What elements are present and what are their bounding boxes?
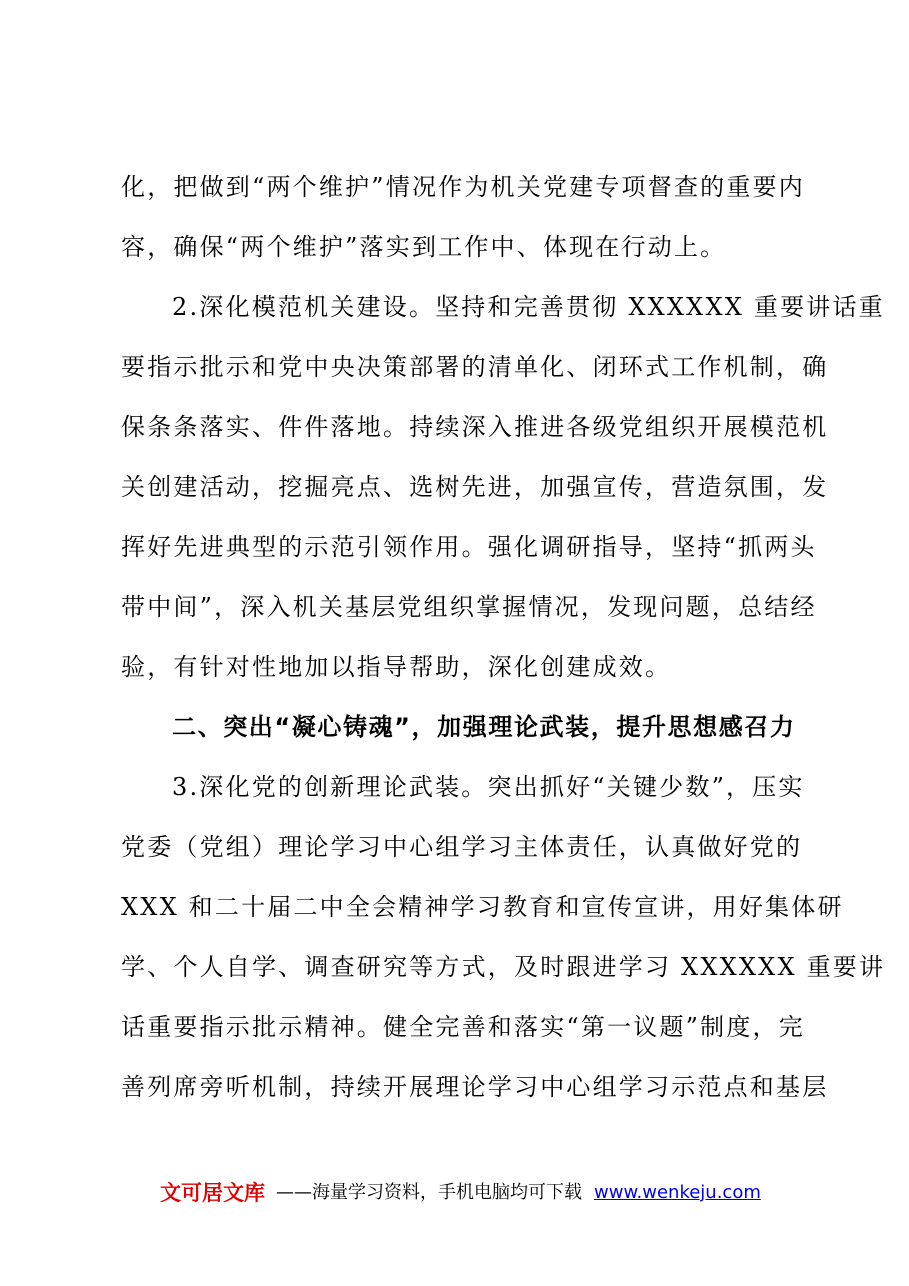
line-text: 3.深化党的创新理论武装。突出抓好“关键少数”，压实 (172, 773, 805, 801)
brand-name: 文可居文库 (160, 1181, 265, 1205)
line-text: 关创建活动，挖掘亮点、选树先进，加强宣传，营造氛围，发 (121, 473, 829, 501)
website-link[interactable]: www.wenkeju.com (594, 1182, 761, 1203)
line-text: 话重要指示批示精神。健全完善和落实“第一议题”制度，完 (121, 1013, 805, 1041)
footer-tagline: ——海量学习资料，手机电脑均可下载 (276, 1182, 582, 1203)
footer (0, 1178, 909, 1208)
line-text: 党委（党组）理论学习中心组学习主体责任，认真做好党的 (121, 833, 803, 861)
line-text: 容，确保“两个维护”落实到工作中、体现在行动上。 (121, 233, 727, 261)
line-text: XXX 和二十届二中全会精神学习教育和宣传宣讲，用好集体研 (121, 893, 844, 921)
line-text: 学、个人自学、调查研究等方式，及时跟进学习 XXXXXX 重要讲 (121, 953, 886, 981)
line-text: 要指示批示和党中央决策部署的清单化、闭环式工作机制，确 (121, 353, 829, 381)
line-text: 化，把做到“两个维护”情况作为机关党建专项督查的重要内 (121, 173, 805, 201)
line-text: 带中间”，深入机关基层党组织掌握情况，发现问题，总结经 (121, 593, 817, 621)
heading-text: 二、突出“凝心铸魂”，加强理论武装，提升思想感召力 (172, 713, 796, 741)
line-text: 2.深化模范机关建设。坚持和完善贯彻 XXXXXX 重要讲话重 (172, 293, 885, 321)
line-text: 验，有针对性地加以指导帮助，深化创建成效。 (121, 653, 672, 681)
line-text: 善列席旁听机制，持续开展理论学习中心组学习示范点和基层 (121, 1073, 829, 1101)
line-text: 挥好先进典型的示范引领作用。强化调研指导，坚持“抓两头 (121, 533, 817, 561)
line-text: 保条条落实、件件落地。持续深入推进各级党组织开展模范机 (121, 413, 829, 441)
